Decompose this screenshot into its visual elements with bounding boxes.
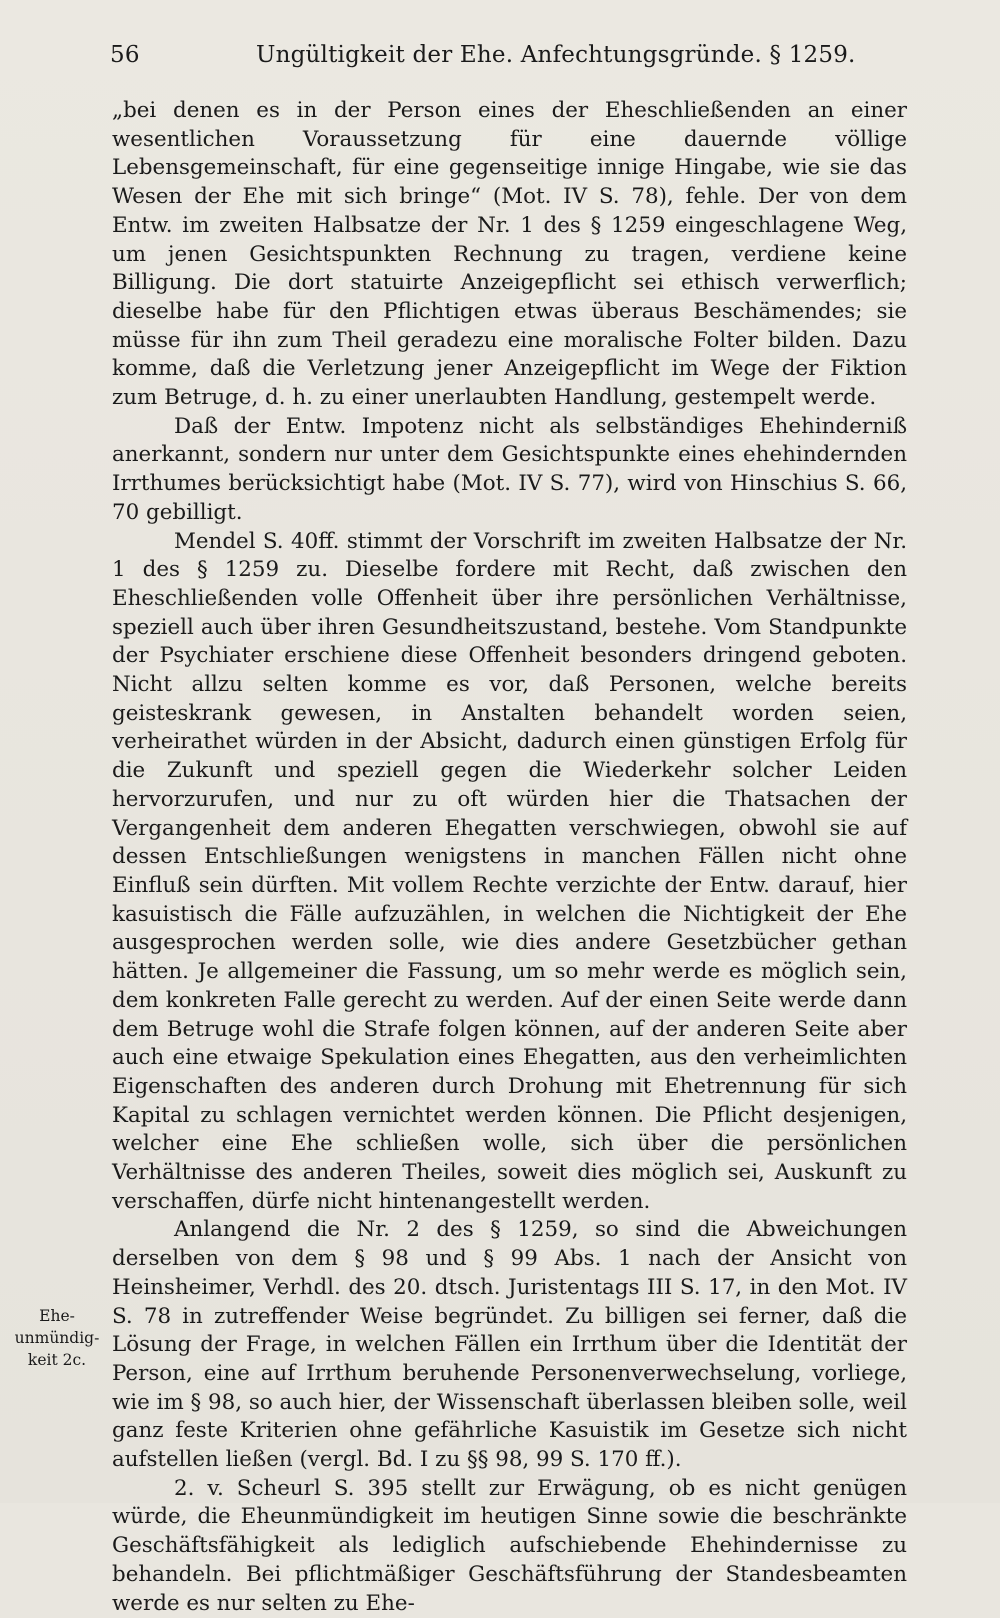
page-header bbox=[110, 42, 910, 82]
margin-note-line: unmündig- bbox=[14, 1329, 100, 1347]
margin-note-line: Ehe- bbox=[39, 1307, 75, 1325]
paragraph-5: 2. v. Scheurl S. 395 stellt zur Erwägung, ob es nicht genügen würde, die Eheunmündigkeit im heutigen Sinne sowie die beschränkte Geschäftsfähigkeit als lediglich aufschiebende Ehehindernisse zu behandeln. Bei pflichtmäßiger Geschäftsführung der Standesbeamten werde es nur selten zu Ehe- bbox=[112, 1475, 907, 1616]
margin-note-line: keit 2c. bbox=[27, 1351, 87, 1369]
body-text bbox=[112, 97, 907, 1618]
paragraph-4: Anlangend die Nr. 2 des § 1259, so sind die Abweichungen derselben von dem § 98 und § 99 Abs. 1 nach der Ansicht von Heinsheimer, Verhdl. des 20. dtsch. Juristentags III S. 17, in den Mot. IV S. 78 in zutreffender Weise begründet. Zu billigen sei ferner, daß die Lösung der Frage, in welchen Fällen ein Irrthum über die Identität der Person, eine auf Irrthum beruhende Personenverwechselung, vorliege, wie im § 98, so auch hier, der Wissenschaft überlassen bleiben solle, weil ganz feste Kriterien ohne gefährliche Kasuistik im Gesetze sich nicht aufstellen ließen (vergl. Bd. I zu §§ 98, 99 S. 170 ff.). bbox=[112, 1217, 907, 1473]
paragraph-3: Mendel S. 40ff. stimmt der Vorschrift im zweiten Halbsatze der Nr. 1 des § 1259 zu. Dieselbe fordere mit Recht, daß zwischen den Eheschließenden volle Offenheit über ihre persönlichen Verhältnisse, speziell auch über ihren Gesundheitszustand, bestehe. Vom Standpunkte der Psychiater erschiene diese Offenheit besonders dringend geboten. Nicht allzu selten komme es vor, daß Personen, welche bereits geisteskrank gewesen, in Anstalten behandelt worden seien, verheirathet würden in der Absicht, dadurch einen günstigen Erfolg für die Zukunft und speziell gegen die Wiederkehr solcher Leiden hervorzurufen, und nur zu oft würden hier die Thatsachen der Vergangenheit dem anderen Ehegatten verschwiegen, obwohl sie auf dessen Entschließungen wenigstens in manchen Fällen nicht ohne Einfluß sein dürften. Mit vollem Rechte verzichte der Entw. darauf, hier kasuistisch die Fälle aufzuzählen, in welchen die Nichtigkeit der Ehe ausgesprochen werden solle, wie dies andere Gesetzbücher gethan hätten. Je allgemeiner die Fassung, um so mehr werde es möglich sein, dem konkreten Falle gerecht zu werden. Auf der einen Seite werde dann dem Betruge wohl die Strafe folgen können, auf der anderen Seite aber auch eine etwaige Spekulation eines Ehegatten, aus den verheimlichten Eigenschaften des anderen durch Drohung mit Ehetrennung für sich Kapital zu schlagen vernichtet werden können. Die Pflicht desjenigen, welcher eine Ehe schließen wolle, sich über die persönlichen Verhältnisse des anderen Theiles, soweit dies möglich sei, Auskunft zu verschaffen, dürfe nicht hintenangestellt werden. bbox=[112, 528, 907, 1214]
paragraph-2: Daß der Entw. Impotenz nicht als selbständiges Ehehinderniß anerkannt, sondern nur unter dem Gesichtspunkte eines ehehindernden Irrthumes berücksichtigt habe (Mot. IV S. 77), wird von Hinschius S. 66, 70 gebilligt. bbox=[112, 413, 907, 525]
paragraph-1: „bei denen es in der Person eines der Eheschließenden an einer wesentlichen Voraussetzung für eine dauernde völlige Lebensgemeinschaft, für eine gegenseitige innige Hingabe, wie sie das Wesen der Ehe mit sich bringe“ (Mot. IV S. 78), fehle. Der von dem Entw. im zweiten Halbsatze der Nr. 1 des § 1259 eingeschlagene Weg, um jenen Gesichtspunkten Rechnung zu tragen, verdiene keine Billigung. Die dort statuirte Anzeigepflicht sei ethisch verwerflich; dieselbe habe für den Pflichtigen etwas überaus Beschämendes; sie müsse für ihn zum Theil geradezu eine moralische Folter bilden. Dazu komme, daß die Verletzung jener Anzeigepflicht im Wege der Fiktion zum Betruge, d. h. zu einer unerlaubten Handlung, gestempelt werde. bbox=[112, 98, 907, 411]
margin-note bbox=[14, 1305, 100, 1371]
running-head: Ungültigkeit der Ehe. Anfechtungsgründe. § 1259. bbox=[256, 42, 856, 68]
page-number: 56 bbox=[110, 42, 140, 68]
